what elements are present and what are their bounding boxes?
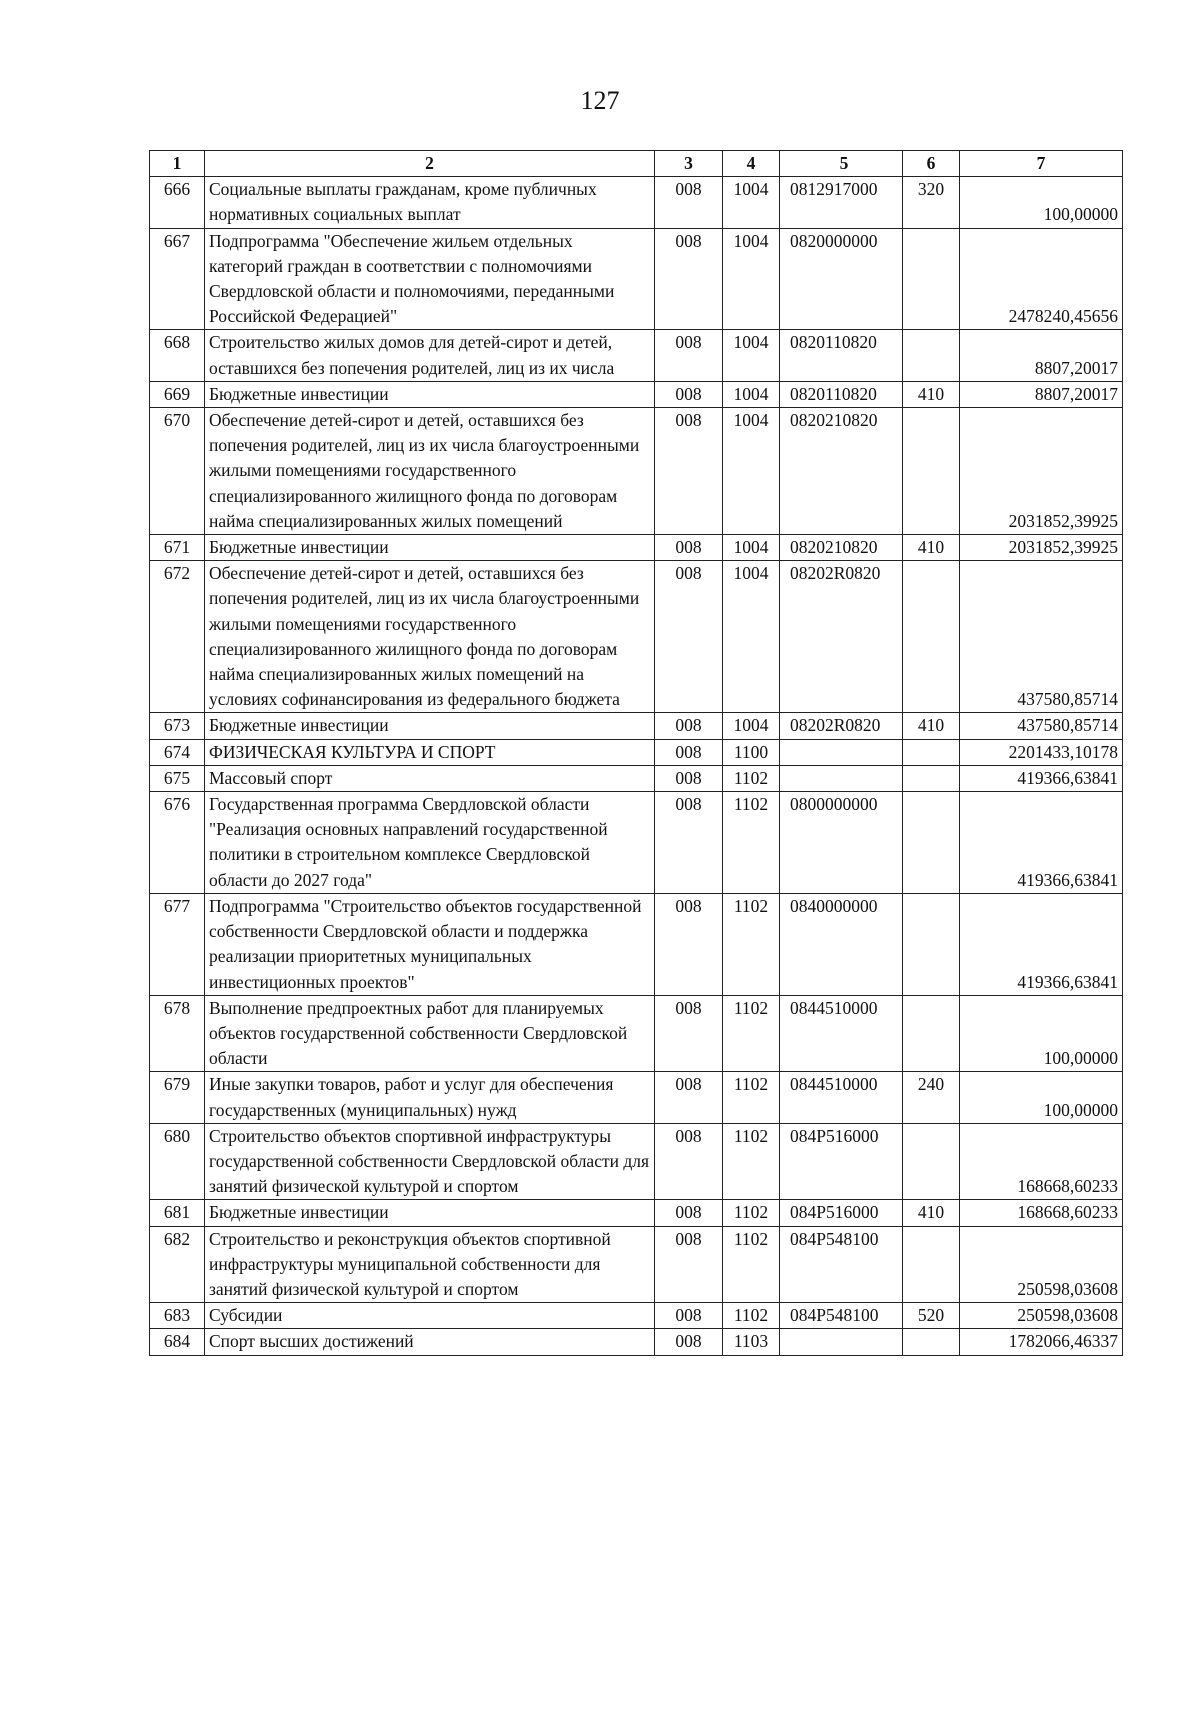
section-code: 1102 bbox=[723, 765, 780, 791]
ministry-code: 008 bbox=[655, 1226, 723, 1303]
row-number: 684 bbox=[150, 1329, 205, 1355]
table-row bbox=[150, 1072, 1123, 1123]
expense-type-code bbox=[903, 1123, 960, 1200]
row-name: Строительство объектов спортивной инфраструктуры государственной собственности Свердловской области для занятий физической культурой и спортом bbox=[205, 1123, 655, 1200]
ministry-code: 008 bbox=[655, 561, 723, 713]
ministry-code: 008 bbox=[655, 1200, 723, 1226]
target-article-code: 08202R0820 bbox=[780, 561, 903, 713]
target-article-code bbox=[780, 1329, 903, 1355]
row-amount: 250598,03608 bbox=[960, 1303, 1123, 1329]
section-code: 1004 bbox=[723, 177, 780, 228]
expense-type-code: 410 bbox=[903, 1200, 960, 1226]
table-row bbox=[150, 893, 1123, 995]
section-code: 1004 bbox=[723, 408, 780, 535]
row-number: 669 bbox=[150, 381, 205, 407]
row-number: 675 bbox=[150, 765, 205, 791]
ministry-code: 008 bbox=[655, 381, 723, 407]
column-header: 6 bbox=[903, 151, 960, 177]
expense-type-code bbox=[903, 1226, 960, 1303]
expense-type-code bbox=[903, 408, 960, 535]
row-name: Строительство жилых домов для детей-сирот и детей, оставшихся без попечения родителей, лиц из их числа bbox=[205, 330, 655, 381]
row-number: 682 bbox=[150, 1226, 205, 1303]
row-amount: 8807,20017 bbox=[960, 381, 1123, 407]
column-header: 1 bbox=[150, 151, 205, 177]
ministry-code: 008 bbox=[655, 408, 723, 535]
table-row bbox=[150, 1226, 1123, 1303]
table-row bbox=[150, 713, 1123, 739]
row-name: Иные закупки товаров, работ и услуг для обеспечения государственных (муниципальных) нужд bbox=[205, 1072, 655, 1123]
expense-type-code bbox=[903, 893, 960, 995]
table-row bbox=[150, 1200, 1123, 1226]
table-header-row bbox=[150, 151, 1123, 177]
column-header: 2 bbox=[205, 151, 655, 177]
column-header: 3 bbox=[655, 151, 723, 177]
table-row bbox=[150, 228, 1123, 330]
column-header: 4 bbox=[723, 151, 780, 177]
target-article-code: 084P516000 bbox=[780, 1123, 903, 1200]
table-row bbox=[150, 1329, 1123, 1355]
row-amount: 437580,85714 bbox=[960, 561, 1123, 713]
row-name: Строительство и реконструкция объектов спортивной инфраструктуры муниципальной собственности для занятий физической культурой и спортом bbox=[205, 1226, 655, 1303]
row-number: 678 bbox=[150, 995, 205, 1072]
section-code: 1102 bbox=[723, 1226, 780, 1303]
section-code: 1004 bbox=[723, 561, 780, 713]
row-number: 680 bbox=[150, 1123, 205, 1200]
target-article-code: 0820000000 bbox=[780, 228, 903, 330]
ministry-code: 008 bbox=[655, 893, 723, 995]
section-code: 1103 bbox=[723, 1329, 780, 1355]
row-number: 670 bbox=[150, 408, 205, 535]
row-name: Обеспечение детей-сирот и детей, оставшихся без попечения родителей, лиц из их числа благоустроенными жилыми помещениями государственного специализированного жилищного фонда по договорам найма специализированных жилых помещений на условиях софинансирования из федерального бюджета bbox=[205, 561, 655, 713]
row-amount: 419366,63841 bbox=[960, 792, 1123, 894]
ministry-code: 008 bbox=[655, 535, 723, 561]
row-number: 667 bbox=[150, 228, 205, 330]
ministry-code: 008 bbox=[655, 228, 723, 330]
expense-type-code: 240 bbox=[903, 1072, 960, 1123]
row-amount: 100,00000 bbox=[960, 1072, 1123, 1123]
expense-type-code: 410 bbox=[903, 381, 960, 407]
target-article-code bbox=[780, 765, 903, 791]
row-number: 673 bbox=[150, 713, 205, 739]
row-name: Подпрограмма "Строительство объектов государственной собственности Свердловской области и поддержка реализации приоритетных муниципальных инвестиционных проектов" bbox=[205, 893, 655, 995]
section-code: 1102 bbox=[723, 1123, 780, 1200]
table-row bbox=[150, 792, 1123, 894]
expense-type-code bbox=[903, 1329, 960, 1355]
ministry-code: 008 bbox=[655, 1329, 723, 1355]
row-name: Социальные выплаты гражданам, кроме публичных нормативных социальных выплат bbox=[205, 177, 655, 228]
row-amount: 419366,63841 bbox=[960, 893, 1123, 995]
ministry-code: 008 bbox=[655, 995, 723, 1072]
row-amount: 8807,20017 bbox=[960, 330, 1123, 381]
section-code: 1102 bbox=[723, 1303, 780, 1329]
table-row bbox=[150, 1123, 1123, 1200]
table-row bbox=[150, 408, 1123, 535]
column-header: 7 bbox=[960, 151, 1123, 177]
page-number: 127 bbox=[580, 86, 620, 115]
ministry-code: 008 bbox=[655, 739, 723, 765]
row-name: Обеспечение детей-сирот и детей, оставшихся без попечения родителей, лиц из их числа благоустроенными жилыми помещениями государственного специализированного жилищного фонда по договорам найма специализированных жилых помещений bbox=[205, 408, 655, 535]
row-name: Спорт высших достижений bbox=[205, 1329, 655, 1355]
table-row bbox=[150, 535, 1123, 561]
row-number: 671 bbox=[150, 535, 205, 561]
target-article-code: 08202R0820 bbox=[780, 713, 903, 739]
row-amount: 168668,60233 bbox=[960, 1200, 1123, 1226]
expense-type-code: 410 bbox=[903, 535, 960, 561]
row-number: 666 bbox=[150, 177, 205, 228]
target-article-code: 084P516000 bbox=[780, 1200, 903, 1226]
row-number: 677 bbox=[150, 893, 205, 995]
expense-type-code bbox=[903, 739, 960, 765]
row-amount: 2201433,10178 bbox=[960, 739, 1123, 765]
section-code: 1004 bbox=[723, 330, 780, 381]
expense-type-code bbox=[903, 561, 960, 713]
row-number: 676 bbox=[150, 792, 205, 894]
ministry-code: 008 bbox=[655, 792, 723, 894]
target-article-code: 0820210820 bbox=[780, 535, 903, 561]
expense-type-code bbox=[903, 330, 960, 381]
ministry-code: 008 bbox=[655, 765, 723, 791]
ministry-code: 008 bbox=[655, 1303, 723, 1329]
section-code: 1004 bbox=[723, 228, 780, 330]
expense-type-code: 410 bbox=[903, 713, 960, 739]
target-article-code: 0820110820 bbox=[780, 330, 903, 381]
row-name: Выполнение предпроектных работ для планируемых объектов государственной собственности Свердловской области bbox=[205, 995, 655, 1072]
row-name: Субсидии bbox=[205, 1303, 655, 1329]
expense-type-code bbox=[903, 765, 960, 791]
target-article-code bbox=[780, 739, 903, 765]
row-amount: 419366,63841 bbox=[960, 765, 1123, 791]
row-amount: 2478240,45656 bbox=[960, 228, 1123, 330]
row-amount: 437580,85714 bbox=[960, 713, 1123, 739]
target-article-code: 0820210820 bbox=[780, 408, 903, 535]
row-amount: 100,00000 bbox=[960, 177, 1123, 228]
row-name: ФИЗИЧЕСКАЯ КУЛЬТУРА И СПОРТ bbox=[205, 739, 655, 765]
row-name: Бюджетные инвестиции bbox=[205, 1200, 655, 1226]
row-name: Бюджетные инвестиции bbox=[205, 535, 655, 561]
section-code: 1102 bbox=[723, 1072, 780, 1123]
target-article-code: 084P548100 bbox=[780, 1226, 903, 1303]
row-number: 672 bbox=[150, 561, 205, 713]
row-name: Бюджетные инвестиции bbox=[205, 381, 655, 407]
table-row bbox=[150, 381, 1123, 407]
row-amount: 1782066,46337 bbox=[960, 1329, 1123, 1355]
section-code: 1004 bbox=[723, 535, 780, 561]
row-name: Массовый спорт bbox=[205, 765, 655, 791]
target-article-code: 0840000000 bbox=[780, 893, 903, 995]
target-article-code: 0844510000 bbox=[780, 995, 903, 1072]
section-code: 1102 bbox=[723, 792, 780, 894]
ministry-code: 008 bbox=[655, 1123, 723, 1200]
table-row bbox=[150, 177, 1123, 228]
table-row bbox=[150, 995, 1123, 1072]
expense-type-code: 320 bbox=[903, 177, 960, 228]
row-number: 668 bbox=[150, 330, 205, 381]
row-number: 674 bbox=[150, 739, 205, 765]
section-code: 1102 bbox=[723, 1200, 780, 1226]
table-row bbox=[150, 330, 1123, 381]
ministry-code: 008 bbox=[655, 330, 723, 381]
table-row bbox=[150, 561, 1123, 713]
expense-type-code bbox=[903, 995, 960, 1072]
row-name: Государственная программа Свердловской области "Реализация основных направлений государственной политики в строительном комплексе Свердловской области до 2027 года" bbox=[205, 792, 655, 894]
table-row bbox=[150, 739, 1123, 765]
target-article-code: 0820110820 bbox=[780, 381, 903, 407]
column-header: 5 bbox=[780, 151, 903, 177]
section-code: 1004 bbox=[723, 713, 780, 739]
ministry-code: 008 bbox=[655, 1072, 723, 1123]
row-name: Подпрограмма "Обеспечение жильем отдельных категорий граждан в соответствии с полномочиями Свердловской области и полномочиями, переданными Российской Федерацией" bbox=[205, 228, 655, 330]
row-number: 681 bbox=[150, 1200, 205, 1226]
target-article-code: 0812917000 bbox=[780, 177, 903, 228]
expense-type-code: 520 bbox=[903, 1303, 960, 1329]
section-code: 1102 bbox=[723, 995, 780, 1072]
row-amount: 250598,03608 bbox=[960, 1226, 1123, 1303]
expense-type-code bbox=[903, 228, 960, 330]
section-code: 1004 bbox=[723, 381, 780, 407]
row-number: 683 bbox=[150, 1303, 205, 1329]
row-amount: 2031852,39925 bbox=[960, 408, 1123, 535]
target-article-code: 084P548100 bbox=[780, 1303, 903, 1329]
section-code: 1100 bbox=[723, 739, 780, 765]
ministry-code: 008 bbox=[655, 713, 723, 739]
row-amount: 100,00000 bbox=[960, 995, 1123, 1072]
row-amount: 2031852,39925 bbox=[960, 535, 1123, 561]
target-article-code: 0844510000 bbox=[780, 1072, 903, 1123]
row-amount: 168668,60233 bbox=[960, 1123, 1123, 1200]
row-number: 679 bbox=[150, 1072, 205, 1123]
section-code: 1102 bbox=[723, 893, 780, 995]
expense-type-code bbox=[903, 792, 960, 894]
ministry-code: 008 bbox=[655, 177, 723, 228]
table-row bbox=[150, 1303, 1123, 1329]
target-article-code: 0800000000 bbox=[780, 792, 903, 894]
row-name: Бюджетные инвестиции bbox=[205, 713, 655, 739]
table-row bbox=[150, 765, 1123, 791]
budget-table bbox=[149, 150, 1123, 1356]
